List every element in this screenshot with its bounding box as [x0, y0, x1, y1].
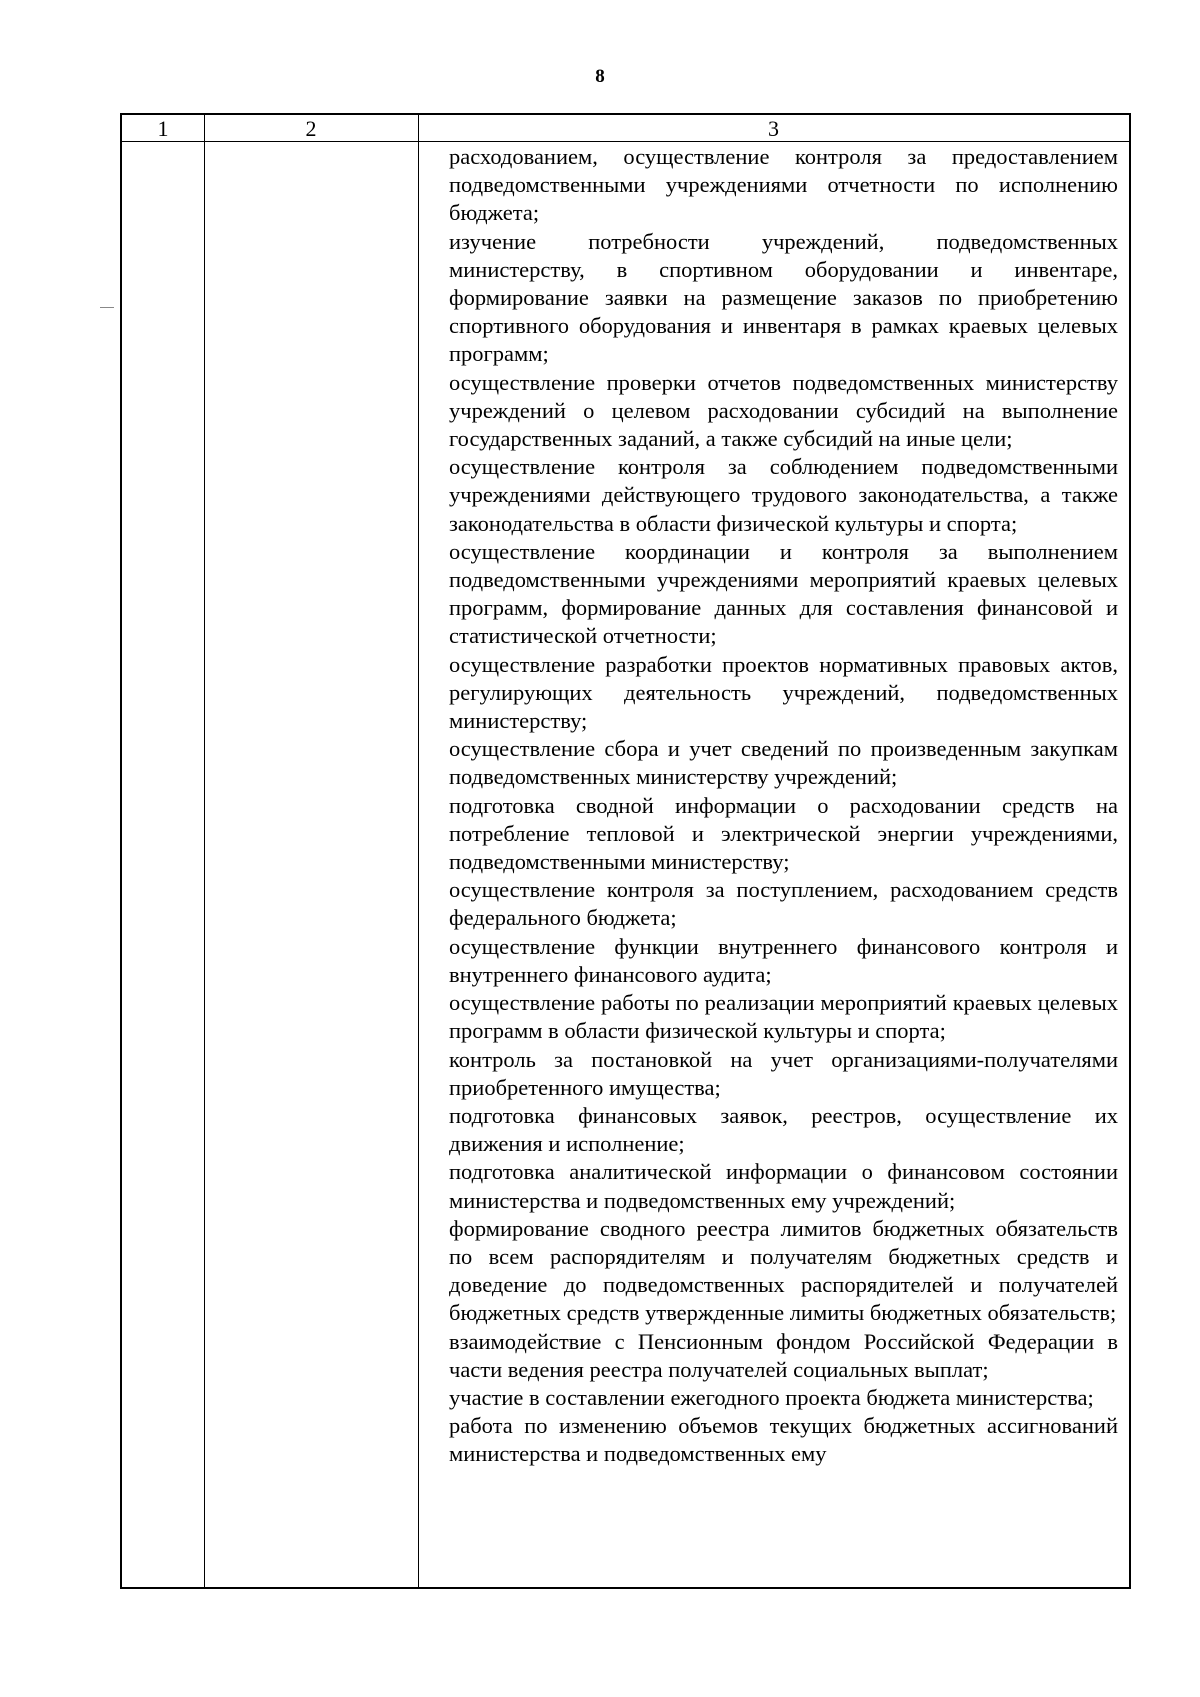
duty-item: осуществление контроля за поступлением, расходованием средств федерального бюджета;	[449, 877, 1118, 931]
duty-item: формирование сводного реестра лимитов бюджетных обязательств по всем распорядителям и получателям бюджетных средств и доведение до подведомственных распорядителей и получателей бюджетных средств утвержденные лимиты бюджетных обязательств;	[449, 1215, 1118, 1326]
header-col-3: 3	[768, 116, 779, 141]
duty-item: осуществление контроля за соблюдением подведомственными учреждениями действующего трудового законодательства, а также законодательства в области физической культуры и спорта;	[449, 454, 1118, 536]
duties-cell	[449, 143, 1118, 1469]
header-col-1: 1	[157, 116, 169, 141]
duty-item: изучение потребности учреждений, подведомственных министерству, в спортивном оборудовании и инвентаре, формирование заявки на размещение заказов по приобретению спортивного оборудования и инвентаря в рамках краевых целевых программ;	[449, 228, 1118, 367]
duty-item: контроль за постановкой на учет организациями-получателями приобретенного имущества;	[449, 1046, 1118, 1100]
table-header-row	[122, 115, 1129, 142]
duty-item: осуществление координации и контроля за выполнением подведомственными учреждениями мероприятий краевых целевых программ, формирование данных для составления финансовой и статистической отчетности;	[449, 538, 1118, 649]
duty-item: расходованием, осуществление контроля за предоставлением подведомственными учреждениями отчетности по исполнению бюджета;	[449, 144, 1118, 226]
duty-item: осуществление функции внутреннего финансового контроля и внутреннего финансового аудита;	[449, 933, 1118, 987]
duty-item: работа по изменению объемов текущих бюджетных ассигнований министерства и подведомственных ему	[449, 1413, 1118, 1467]
duty-item: осуществление проверки отчетов подведомственных министерству учреждений о целевом расходовании субсидий на выполнение государственных заданий, а также субсидий на иные цели;	[449, 369, 1118, 452]
duty-item: осуществление разработки проектов нормативных правовых актов, регулирующих деятельность учреждений, подведомственных министерству;	[449, 651, 1118, 734]
duty-item: осуществление работы по реализации мероприятий краевых целевых программ в области физической культуры и спорта;	[449, 990, 1118, 1044]
column-divider-2	[418, 115, 419, 1587]
duties-table	[120, 113, 1131, 1589]
duty-item: подготовка сводной информации о расходовании средств на потребление тепловой и электрической энергии учреждениями, подведомственными министерству;	[449, 792, 1118, 875]
duty-item: взаимодействие с Пенсионным фондом Российской Федерации в части ведения реестра получателей социальных выплат;	[449, 1328, 1118, 1382]
header-col-2: 2	[305, 116, 317, 141]
column-divider-1	[204, 115, 205, 1587]
duty-item: подготовка аналитической информации о финансовом состоянии министерства и подведомственных ему учреждений;	[449, 1159, 1118, 1213]
duty-item: осуществление сбора и учет сведений по произведенным закупкам подведомственных министерству учреждений;	[449, 736, 1118, 790]
duty-item: подготовка финансовых заявок, реестров, осуществление их движения и исполнение;	[449, 1102, 1118, 1157]
page-number: 8	[595, 66, 605, 87]
scan-mark	[100, 307, 114, 308]
duty-item: участие в составлении ежегодного проекта бюджета министерства;	[449, 1384, 1094, 1410]
